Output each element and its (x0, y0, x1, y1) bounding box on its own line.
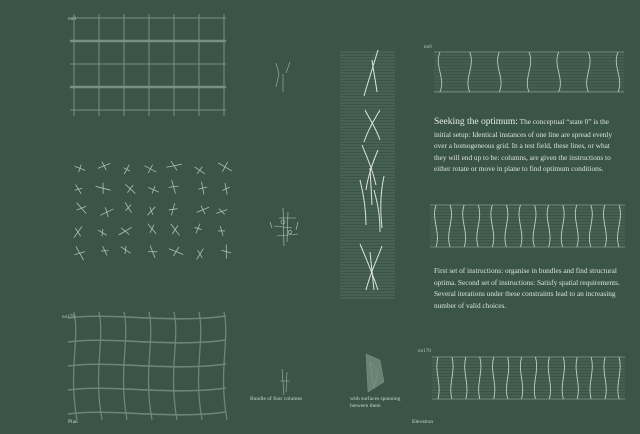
paragraph-instructions: First set of instructions: organise in bundles and find structural optima. Second set of instructions: Satisfy spatial requirements. Several iterations under these constraints lead to an increasing number of valid choices. (434, 266, 620, 310)
label-plan: Plan (68, 419, 78, 425)
caption-surfaces-line1: with surfaces spanning (350, 396, 401, 402)
label-null-plan: null (68, 17, 77, 22)
caption-bundle: Bundle of four columns (250, 396, 303, 402)
label-iter-plan: no179 (62, 315, 75, 320)
paragraph-state-zero: The conceptual “state 0” is the initial setup: Identical instances of one line are spread evenly over a homogeneous grid. In a test field, these lines, or what they will end up to be: columns, are given the instructions to either rotate or move in plane to find optimum conditions. (434, 117, 613, 174)
label-null-elevation: no0 (424, 45, 432, 50)
heading-seeking-optimum: Seeking the optimum: (434, 117, 518, 127)
label-elevation: Elevation (412, 419, 434, 425)
label-iter-elevation: no170 (418, 349, 431, 354)
caption-surfaces-line2: between them (350, 403, 381, 409)
